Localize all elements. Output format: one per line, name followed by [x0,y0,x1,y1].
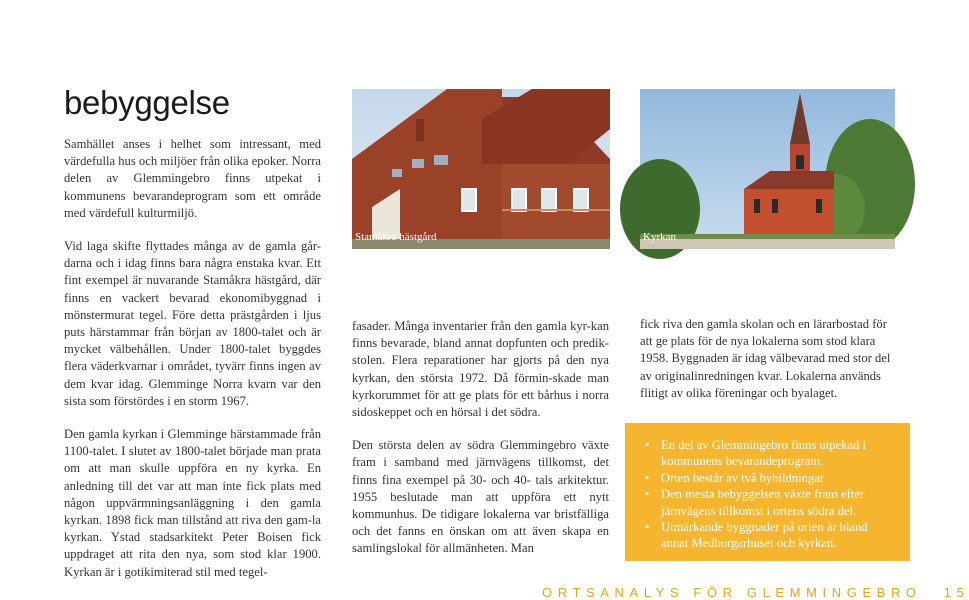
paragraph: Den största delen av södra Glemmingebro växte fram i samband med järnvägens tillkomst, det finns fina exempel på 30- och 40- tals arkitektur. 1955 beslutade man att uppföra ett nytt kommunhus. De tidigare lokalerna var bristfälliga och det fanns en önskan om att även skapa en samlingslokal för allmänheten. Man [352,438,609,556]
photo-caption: Stamåkra hästgård [355,231,437,243]
list-item: • En del av Glemmingebro finns utpekad i kommunens bevarandeprogram. [645,438,866,469]
page-footer [542,585,969,600]
kyrkan-photo [640,89,895,249]
text-column-1 [64,136,321,597]
paragraph: fasader. Många inventarier från den gamla kyr-kan finns bevarade, bland annat dopfunten och predik-stolen. Flera reparationer har gjorts på den nya kyrkan, den största 1972. Då förmin-skade man kyrkorummet för att ge plats för ett bårhus i norra sidoskeppet och en hörsal i det södra. [352,319,609,420]
list-item: • Den mesta bebyggelsen växte fram efter järnvägens tillkomst i ortens södra del. [645,487,865,518]
paragraph: fick riva den gamla skolan och en lärarbostad för att ge plats för de nya lokalerna som stod klara 1958. Byggnaden är idag välbevarad med stor del av originalinredningen kvar. Lokalerna används flitigt av olika föreningar och byalaget. [640,317,891,400]
paragraph: Samhället anses i helhet som intressant, med värdefulla hus och miljöer från olika epoker. Norra delen av Glemmingebro finns utpekat i kommunens bevarandeprogram som ett område med värdefull kulturmiljö. [64,137,321,220]
paragraph: Vid laga skifte flyttades många av de gamla går-darna och i idag finns bara några enstaka kvar. Ett fint exempel är nuvarande Stamåkra hästgård, där finns en vackert bevarad ekonomibyggnad i mönstermurat tegel. Före detta prästgården i ljus puts härstammar från början av 1800-talet och är mycket välbehållen. Under 1800-talet byggdes flera väderkvarnar i området, tyvärr finns ingen av dem kvar idag. Glemminge Norra kvarn var den sista som förstördes i en storm 1967. [64,239,321,408]
footer-title: ORTSANALYS FÖR GLEMMINGEBRO [542,585,922,600]
text-column-3 [640,316,895,418]
list-item: • Orten består av två bybildningar [645,470,824,485]
bullet-icon: • [645,470,650,485]
bullet-icon: • [645,438,650,452]
stamakra-hastgard-photo [352,89,610,249]
paragraph: Den gamla kyrkan i Glemminge härstammade från 1100-talet. I slutet av 1800-talet började man prata om att man skulle uppföra en ny kyrka. En anledning till det var att man inte fick plats med någon uppvärmningsanläggning i den gamla kyrkan. 1898 fick man tillstånd att riva den gam-la kyrkan. Ystad stadsarkitekt Peter Boisen fick uppdraget att rita den nya, som stod klar 1900. Kyrkan är i gotikimiterad stil med tegel- [64,427,321,579]
page-title: bebyggelse [64,84,230,121]
bullet-icon: • [645,520,650,535]
text-column-2 [352,318,609,574]
list-item: • Utmärkande byggnader på orten är bland annat Medborgarhuset och kyrkan. [645,520,868,551]
fact-list [625,423,910,552]
photo-caption: Kyrkan [643,231,676,243]
farmhouse-illustration [352,89,610,249]
page-number: 15 [943,585,969,600]
bullet-icon: • [645,487,650,502]
fact-box [625,423,910,561]
church-illustration [640,89,895,249]
